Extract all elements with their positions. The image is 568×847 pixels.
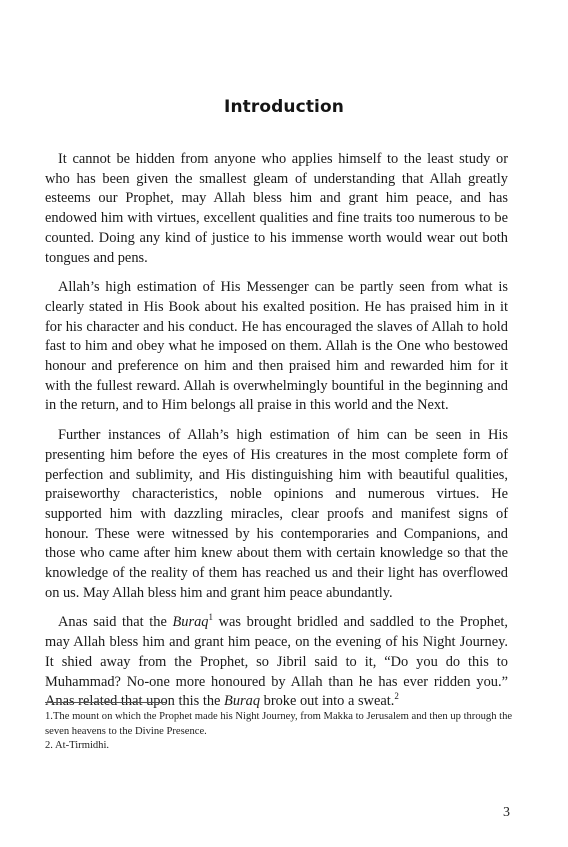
page-number: 3 xyxy=(503,805,510,820)
italic-term: Buraq xyxy=(224,693,261,710)
footnote-marker: 2 xyxy=(394,691,399,702)
footnote-2: 2. At-Tirmidhi. xyxy=(45,740,110,751)
text-run: Anas said that the xyxy=(58,614,173,631)
text-run: Further instances of Allah’s high estimation of him can be seen in His presenting him before the eyes of His creatures in the most complete form of perfection and sublimity, and His distinguishing him with beautiful qualities, praiseworthy characteristics, noble opinions and numerous virtues. He supported him with dazzling miracles, clear proofs and manifest signs of honour. These were witnessed by his contemporaries and Companions, and those who came after him knew about them with certain knowledge so that the knowledge of the reality of them has reached us and their light has overflowed on us. May Allah bless him and grant him peace abundantly. xyxy=(45,427,508,601)
paragraph-4 xyxy=(45,613,508,712)
paragraph-3 xyxy=(45,426,508,603)
footnotes xyxy=(45,710,515,754)
text-run: Allah’s high estimation of His Messenger can be partly seen from what is clearly stated in His Book about his exalted position. He has praised him in it for his character and his conduct. He has encouraged the slaves of Allah to hold fast to him and obey what he imposed on them. Allah is the One who bestowed honour and preference on him and then praised him and rewarded him for it with the fullest reward. Allah is overwhelmingly bountiful in the beginning and in the return, and to Him belongs all praise in this world and the Next. xyxy=(45,279,508,414)
page-title: Introduction xyxy=(224,97,344,117)
text-run: was brought bridled and saddled to the Prophet, may Allah bless him and grant him peace, on the evening of his Night Journey. It shied away from the Prophet, so Jibril said to it, “Do you do this to Muhammad? No-one more honoured by Allah than he has ever ridden you.” Anas related that upon this the xyxy=(45,614,508,710)
footnote-marker: 1 xyxy=(208,612,213,623)
text-run: It cannot be hidden from anyone who applies himself to the least study or who has been given the smallest gleam of understanding that Allah greatly esteems our Prophet, may Allah bless him and grant him peace, and has endowed him with virtues, excellent qualities and fine traits too numerous to be counted. Doing any kind of justice to his immense worth would wear out both tongues and pens. xyxy=(45,151,508,266)
footnote-divider xyxy=(45,702,167,703)
footnote-1: 1.The mount on which the Prophet made his Night Journey, from Makka to Jerusalem and then up through the seven heavens to the Divine Presence. xyxy=(45,711,513,737)
italic-term: Buraq xyxy=(172,614,209,631)
body-text xyxy=(45,150,508,722)
paragraph-1 xyxy=(45,150,508,268)
text-run: broke out into a sweat. xyxy=(260,693,395,710)
paragraph-2 xyxy=(45,278,508,416)
